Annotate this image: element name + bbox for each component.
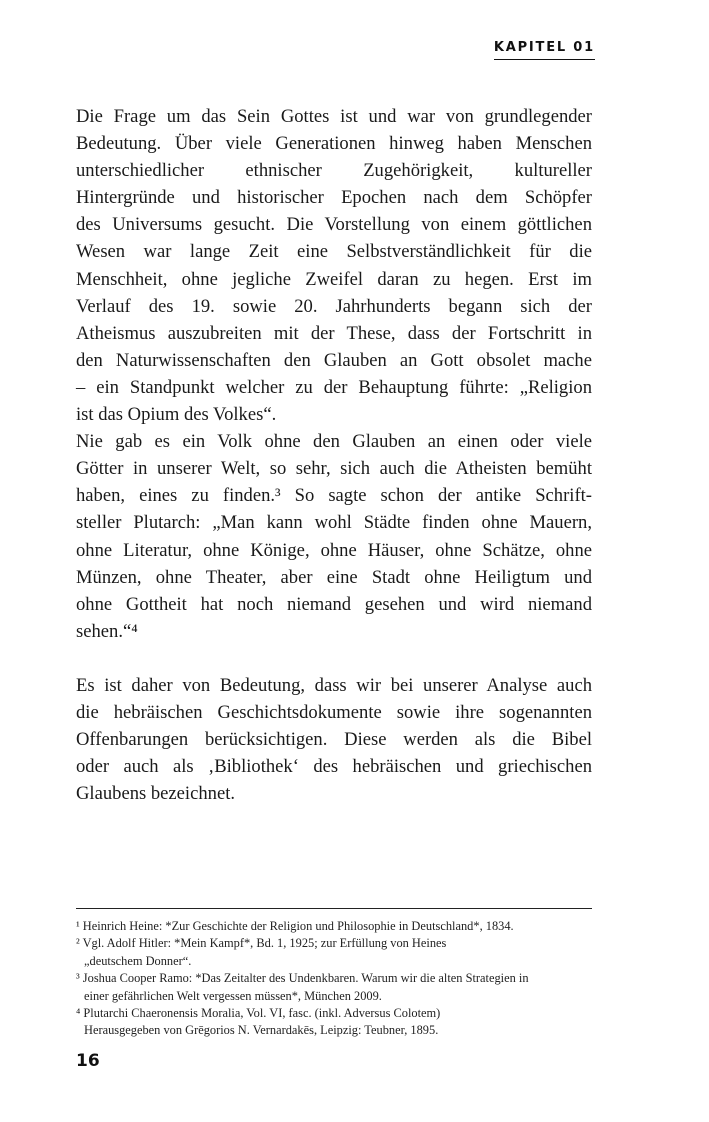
footnote-divider <box>76 908 592 909</box>
footnotes <box>76 918 592 1040</box>
text-line: Offenbarungen berücksichtigen. Diese werden als die Bibel <box>76 729 592 751</box>
text-line: steller Plutarch: „Man kann wohl Städte finden ohne Mauern, <box>76 512 592 534</box>
text-line: Glaubens bezeichnet. <box>76 783 236 805</box>
text-line: – ein Standpunkt welcher zu der Behauptung führte: „Religion <box>76 376 592 398</box>
text-line: des Universums gesucht. Die Vorstellung von einem göttlichen <box>76 214 592 236</box>
text-line: Bedeutung. Über viele Generationen hinweg haben Menschen <box>76 133 592 155</box>
text-line: Menschheit, ohne jegliche Zweifel daran zu hegen. Erst im <box>76 268 592 290</box>
body-text <box>76 103 592 807</box>
paragraph-gap <box>76 645 592 672</box>
text-line: ist das Opium des Volkes“. <box>76 404 277 426</box>
text-line: oder auch als ‚Bibliothek‘ des hebräischen und griechischen <box>76 756 592 778</box>
text-line: ohne Literatur, ohne Könige, ohne Häuser, ohne Schätze, ohne <box>76 539 592 561</box>
footnote-2: ² Vgl. Adolf Hitler: *Mein Kampf*, Bd. 1, 1925; zur Erfüllung von Heines <box>76 936 447 951</box>
text-line: Verlauf des 19. sowie 20. Jahrhunderts begann sich der <box>76 295 592 317</box>
text-line: Götter in unserer Welt, so sehr, sich auch die Atheisten bemüht <box>76 458 592 480</box>
chapter-heading: KAPITEL 01 <box>494 38 595 60</box>
text-line: Münzen, ohne Theater, aber eine Stadt ohne Heiligtum und <box>76 566 592 588</box>
text-line: Die Frage um das Sein Gottes ist und war von grundlegender <box>76 106 592 127</box>
footnote-2-continued: „deutschem Donner“. <box>84 953 192 968</box>
text-line: haben, eines zu finden.³ So sagte schon der antike Schrift- <box>76 485 592 507</box>
footnote-1: ¹ Heinrich Heine: *Zur Geschichte der Religion und Philosophie in Deutschland*, 1834. <box>76 919 514 933</box>
footnote-3-continued: einer gefährlichen Welt vergessen müssen*, München 2009. <box>84 988 382 1003</box>
text-line: Wesen war lange Zeit eine Selbstverständlichkeit für die <box>76 241 592 263</box>
text-line: Atheismus auszubreiten mit der These, dass der Fortschritt in <box>76 322 592 344</box>
text-line: ohne Gottheit hat noch niemand gesehen und wird niemand <box>76 593 592 615</box>
text-line: Nie gab es ein Volk ohne den Glauben an einen oder viele <box>76 431 592 453</box>
footnote-4: ⁴ Plutarchi Chaeronensis Moralia, Vol. VI, fasc. (inkl. Adversus Colotem) <box>76 1005 441 1020</box>
text-line: den Naturwissenschaften den Glauben an Gott obsolet mache <box>76 349 592 371</box>
text-line: Hintergründe und historischer Epochen nach dem Schöpfer <box>76 187 592 209</box>
page-number: 16 <box>76 1051 100 1071</box>
text-line: Es ist daher von Bedeutung, dass wir bei unserer Analyse auch <box>76 674 592 696</box>
text-line: sehen.“⁴ <box>76 620 138 642</box>
text-line: unterschiedlicher ethnischer Zugehörigkeit, kultureller <box>76 160 592 182</box>
text-line: die hebräischen Geschichtsdokumente sowie ihre sogenannten <box>76 702 592 724</box>
footnote-3: ³ Joshua Cooper Ramo: *Das Zeitalter des Undenkbaren. Warum wir die alten Strategien in <box>76 971 529 986</box>
footnote-4-continued: Herausgegeben von Grēgorios N. Vernardakēs, Leipzig: Teubner, 1895. <box>84 1023 439 1038</box>
